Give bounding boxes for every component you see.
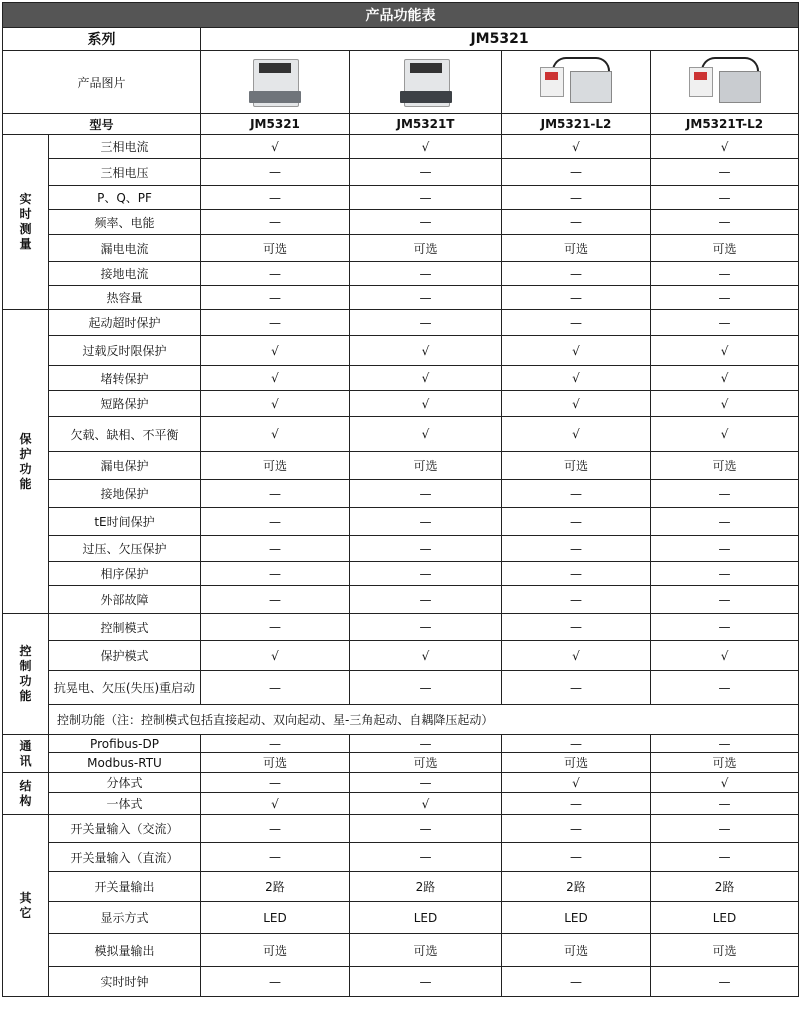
table-row [3, 735, 799, 753]
feature-value: — [350, 480, 502, 508]
feature-value: √ [350, 336, 502, 366]
feature-value: 可选 [651, 753, 799, 773]
feature-value: — [502, 843, 651, 872]
feature-name: 过载反时限保护 [49, 336, 201, 366]
feature-value: — [651, 586, 799, 614]
feature-name: Modbus-RTU [49, 753, 201, 773]
feature-value: 可选 [201, 235, 350, 262]
jm5321-device-icon [235, 53, 315, 109]
feature-value: — [350, 586, 502, 614]
feature-value: √ [651, 366, 799, 391]
feature-value: — [350, 508, 502, 536]
feature-value: 2路 [350, 872, 502, 902]
feature-value: — [350, 815, 502, 843]
feature-value: — [350, 735, 502, 753]
feature-value: √ [350, 417, 502, 452]
feature-value: — [201, 735, 350, 753]
feature-value: √ [201, 417, 350, 452]
feature-value: √ [350, 391, 502, 417]
feature-value: — [201, 614, 350, 641]
table-row [3, 262, 799, 286]
table-row [3, 310, 799, 336]
feature-name: 开关量输入（交流） [49, 815, 201, 843]
feature-value: — [201, 967, 350, 997]
feature-value: 2路 [651, 872, 799, 902]
feature-name: Profibus-DP [49, 735, 201, 753]
feature-value: — [201, 262, 350, 286]
feature-name: 外部故障 [49, 586, 201, 614]
feature-value: 2路 [502, 872, 651, 902]
feature-value: √ [651, 336, 799, 366]
table-row [3, 843, 799, 872]
feature-value: LED [350, 902, 502, 934]
model-name: JM5321 [201, 114, 350, 135]
feature-value: — [502, 508, 651, 536]
feature-value: 可选 [502, 753, 651, 773]
feature-value: 可选 [651, 235, 799, 262]
feature-value: LED [651, 902, 799, 934]
table-row [3, 815, 799, 843]
feature-value: 可选 [201, 753, 350, 773]
feature-value: 可选 [350, 452, 502, 480]
feature-value: √ [350, 366, 502, 391]
feature-name: 短路保护 [49, 391, 201, 417]
feature-value: — [651, 843, 799, 872]
feature-value: — [350, 536, 502, 562]
series-label: 系列 [3, 28, 201, 51]
feature-value: — [201, 671, 350, 705]
feature-name: 抗晃电、欠压(失压)重启动 [49, 671, 201, 705]
feature-value: — [350, 310, 502, 336]
feature-value: — [201, 586, 350, 614]
feature-name: 保护模式 [49, 641, 201, 671]
feature-value: 可选 [651, 934, 799, 967]
table-row [3, 135, 799, 159]
feature-value: — [502, 586, 651, 614]
table-row [3, 186, 799, 210]
table-row [3, 773, 799, 793]
model-label: 型号 [3, 114, 201, 135]
feature-value: √ [350, 135, 502, 159]
feature-value: 可选 [502, 934, 651, 967]
feature-name: 漏电电流 [49, 235, 201, 262]
group-label: 结 构 [3, 773, 49, 815]
feature-value: — [502, 310, 651, 336]
table-row [3, 452, 799, 480]
feature-value: — [201, 562, 350, 586]
feature-value: — [201, 159, 350, 186]
feature-value: — [651, 480, 799, 508]
feature-value: — [651, 671, 799, 705]
table-row [3, 286, 799, 310]
feature-value: — [350, 773, 502, 793]
feature-name: 频率、电能 [49, 210, 201, 235]
feature-value: 可选 [350, 753, 502, 773]
table-row [3, 480, 799, 508]
table-row [3, 536, 799, 562]
feature-value: 可选 [350, 934, 502, 967]
feature-value: √ [201, 135, 350, 159]
model-name: JM5321T-L2 [651, 114, 799, 135]
feature-value: — [502, 536, 651, 562]
feature-value: — [350, 843, 502, 872]
feature-value: — [651, 159, 799, 186]
feature-value: — [502, 262, 651, 286]
feature-name: 三相电流 [49, 135, 201, 159]
feature-value: — [502, 967, 651, 997]
feature-value: — [502, 159, 651, 186]
feature-name: P、Q、PF [49, 186, 201, 210]
feature-value: — [502, 671, 651, 705]
feature-value: √ [502, 641, 651, 671]
feature-value: — [201, 773, 350, 793]
feature-value: — [502, 480, 651, 508]
feature-name: 欠载、缺相、不平衡 [49, 417, 201, 452]
model-name: JM5321T [350, 114, 502, 135]
jm5321-image-cell [201, 51, 350, 114]
table-row [3, 793, 799, 815]
feature-value: — [201, 310, 350, 336]
feature-value: 2路 [201, 872, 350, 902]
feature-name: 一体式 [49, 793, 201, 815]
note-row [3, 705, 799, 735]
feature-value: — [651, 186, 799, 210]
image-row-label: 产品图片 [3, 51, 201, 114]
feature-name: 堵转保护 [49, 366, 201, 391]
feature-value: √ [502, 417, 651, 452]
feature-value: — [201, 536, 350, 562]
table-row [3, 235, 799, 262]
feature-value: — [502, 562, 651, 586]
feature-value: — [502, 210, 651, 235]
product-function-table [2, 2, 799, 997]
table-row [3, 934, 799, 967]
feature-value: — [201, 286, 350, 310]
feature-value: — [201, 480, 350, 508]
group-label: 控 制 功 能 [3, 614, 49, 735]
feature-value: √ [201, 391, 350, 417]
feature-name: 开关量输入（直流） [49, 843, 201, 872]
feature-name: 分体式 [49, 773, 201, 793]
feature-name: 模拟量输出 [49, 934, 201, 967]
table-row [3, 872, 799, 902]
feature-name: 显示方式 [49, 902, 201, 934]
feature-name: 三相电压 [49, 159, 201, 186]
feature-value: 可选 [201, 452, 350, 480]
feature-value: — [651, 210, 799, 235]
feature-name: 接地电流 [49, 262, 201, 286]
feature-name: 起动超时保护 [49, 310, 201, 336]
feature-value: √ [651, 773, 799, 793]
feature-value: — [502, 735, 651, 753]
feature-value: — [350, 262, 502, 286]
feature-value: 可选 [350, 235, 502, 262]
feature-value: 可选 [502, 452, 651, 480]
feature-value: 可选 [201, 934, 350, 967]
table-row [3, 508, 799, 536]
group-label: 保 护 功 能 [3, 310, 49, 614]
feature-value: — [651, 793, 799, 815]
control-note: 控制功能（注：控制模式包括直接起动、双向起动、星-三角起动、自耦降压起动） [49, 705, 799, 735]
feature-value: √ [201, 641, 350, 671]
feature-value: — [350, 967, 502, 997]
feature-value: — [651, 286, 799, 310]
feature-value: — [350, 210, 502, 235]
feature-value: — [201, 508, 350, 536]
feature-name: 相序保护 [49, 562, 201, 586]
feature-value: √ [502, 135, 651, 159]
feature-value: — [350, 186, 502, 210]
feature-value: — [651, 310, 799, 336]
table-row [3, 753, 799, 773]
table-title: 产品功能表 [3, 3, 799, 28]
table-row [3, 366, 799, 391]
feature-name: 漏电保护 [49, 452, 201, 480]
group-label: 其 它 [3, 815, 49, 997]
feature-value: — [201, 815, 350, 843]
feature-value: — [201, 843, 350, 872]
table-row [3, 671, 799, 705]
feature-value: — [350, 159, 502, 186]
feature-value: 可选 [502, 235, 651, 262]
table-row [3, 902, 799, 934]
feature-value: √ [201, 793, 350, 815]
feature-name: 过压、欠压保护 [49, 536, 201, 562]
feature-value: — [502, 286, 651, 310]
model-name: JM5321-L2 [502, 114, 651, 135]
group-label: 实 时 测 量 [3, 135, 49, 310]
feature-value: — [651, 562, 799, 586]
feature-value: — [350, 671, 502, 705]
feature-value: — [651, 508, 799, 536]
feature-value: √ [350, 641, 502, 671]
feature-name: 控制模式 [49, 614, 201, 641]
feature-value: √ [201, 336, 350, 366]
feature-name: 开关量输出 [49, 872, 201, 902]
table-row [3, 586, 799, 614]
table-row [3, 417, 799, 452]
feature-value: √ [502, 336, 651, 366]
feature-value: — [350, 286, 502, 310]
group-label: 通 讯 [3, 735, 49, 773]
feature-value: √ [651, 135, 799, 159]
feature-value: — [201, 210, 350, 235]
jm5321-l2-device-icon [536, 53, 616, 109]
feature-value: √ [651, 641, 799, 671]
feature-value: — [502, 793, 651, 815]
table-row [3, 614, 799, 641]
feature-value: √ [502, 773, 651, 793]
feature-value: — [651, 262, 799, 286]
feature-value: — [502, 815, 651, 843]
feature-value: √ [201, 366, 350, 391]
feature-value: — [651, 735, 799, 753]
series-value: JM5321 [201, 28, 799, 51]
feature-value: LED [201, 902, 350, 934]
feature-value: — [350, 562, 502, 586]
feature-name: 实时时钟 [49, 967, 201, 997]
feature-name: 接地保护 [49, 480, 201, 508]
table-row [3, 336, 799, 366]
feature-value: — [651, 967, 799, 997]
feature-value: √ [502, 366, 651, 391]
feature-value: — [350, 614, 502, 641]
feature-value: — [651, 614, 799, 641]
feature-value: — [651, 815, 799, 843]
feature-value: 可选 [651, 452, 799, 480]
jm5321t-l2-image-cell [651, 51, 799, 114]
table-row [3, 210, 799, 235]
jm5321t-l2-device-icon [685, 53, 765, 109]
jm5321-l2-image-cell [502, 51, 651, 114]
table-row [3, 967, 799, 997]
table-row [3, 641, 799, 671]
feature-value: √ [350, 793, 502, 815]
table-row [3, 391, 799, 417]
feature-name: 热容量 [49, 286, 201, 310]
feature-value: — [502, 186, 651, 210]
feature-value: √ [502, 391, 651, 417]
feature-value: √ [651, 391, 799, 417]
feature-value: √ [651, 417, 799, 452]
feature-value: — [502, 614, 651, 641]
table-row [3, 159, 799, 186]
jm5321t-image-cell [350, 51, 502, 114]
feature-value: — [201, 186, 350, 210]
table-row [3, 562, 799, 586]
feature-name: tE时间保护 [49, 508, 201, 536]
jm5321t-device-icon [386, 53, 466, 109]
feature-value: LED [502, 902, 651, 934]
feature-value: — [651, 536, 799, 562]
